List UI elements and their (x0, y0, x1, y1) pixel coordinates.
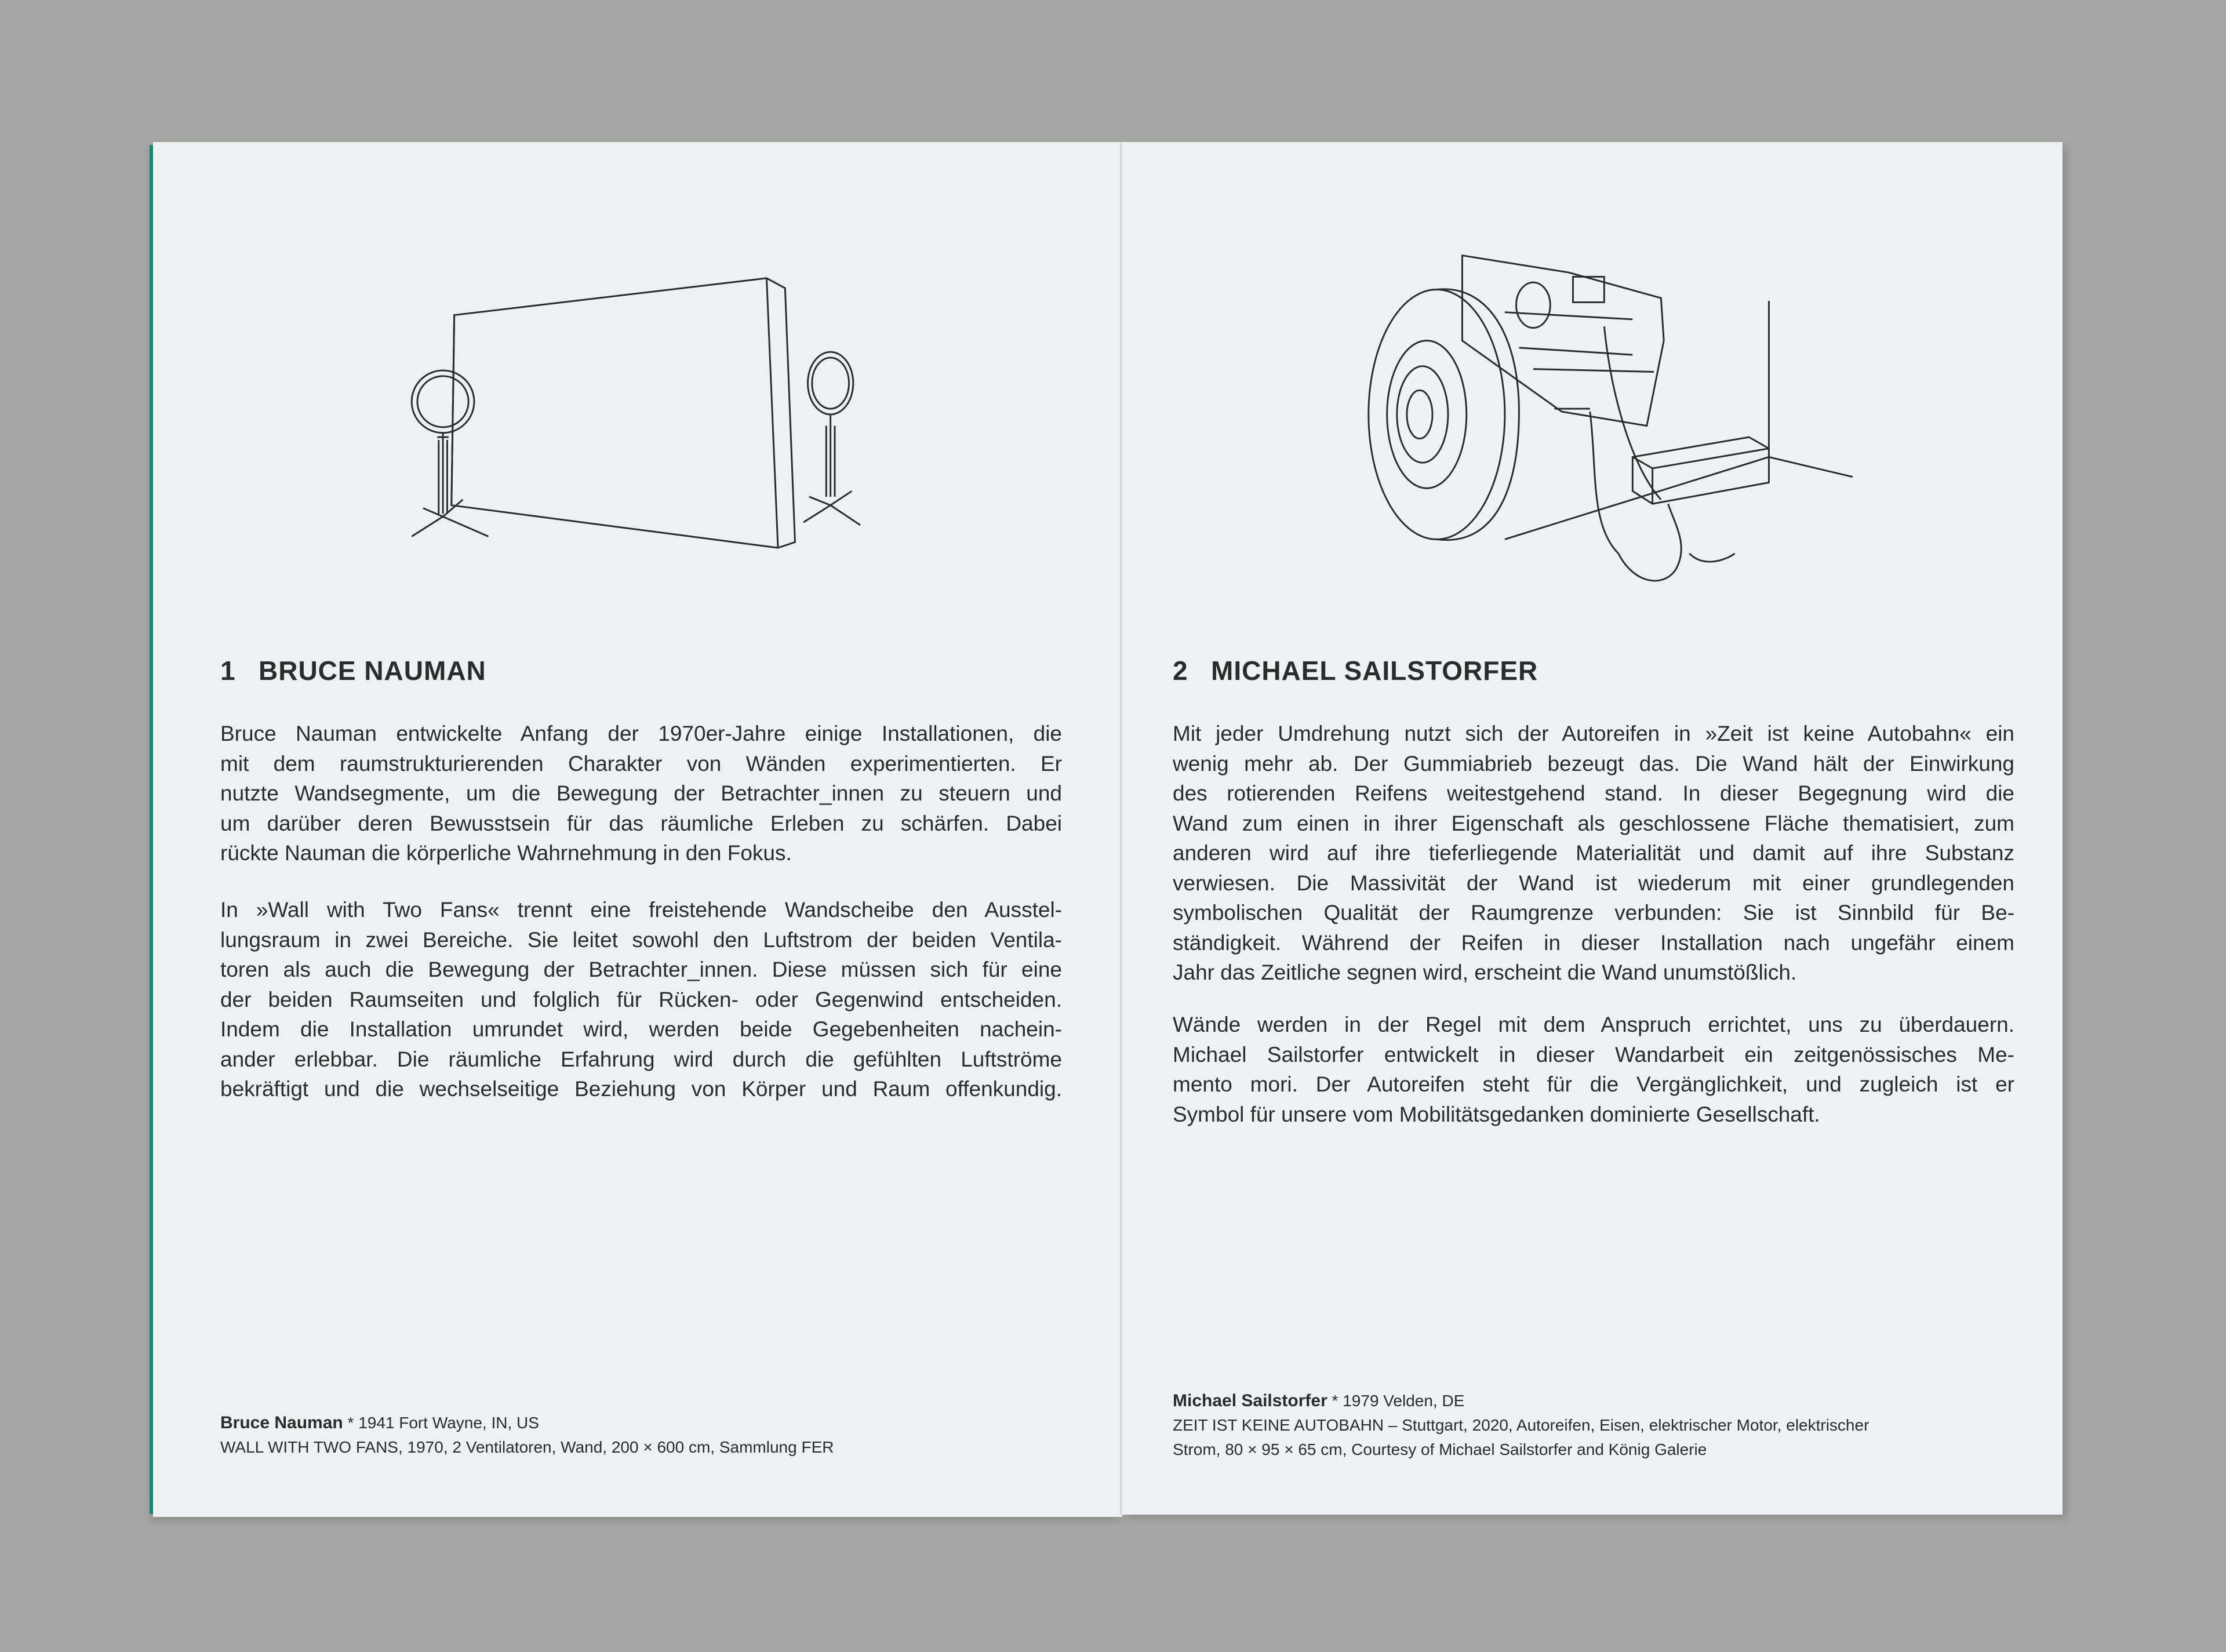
text-line: des rotierenden Reifens weitestgehend stand. In dieser Begegnung wird die (1173, 781, 2014, 805)
caption-bio: * 1979 Velden, DE (1327, 1392, 1465, 1410)
text-line: bekräftigt und die wechselseitige Beziehung von Körper und Raum offenkundig. (220, 1077, 1062, 1101)
text-line: anderen wird auf ihre tieferliegende Materialität und damit auf ihre Substanz (1173, 841, 2014, 865)
right-paragraph-2 (1173, 1010, 2014, 1129)
wall-with-two-fans-illustration (412, 278, 860, 548)
text-line: symbolischen Qualität der Raumgrenze verbunden: Sie ist Sinnbild für Be- (1173, 901, 2014, 925)
text-line: Wand zum einen in ihrer Eigenschaft als geschlossene Fläche thematisiert, zum (1173, 811, 2014, 835)
section-title: MICHAEL SAILSTORFER (1211, 656, 1538, 686)
tire-installation-illustration (1369, 256, 1853, 581)
section-heading-michael-sailstorfer (1173, 655, 1538, 686)
section-number: 1 (220, 656, 236, 686)
text-line: rückte Nauman die körperliche Wahrnehmung in den Fokus. (220, 841, 792, 865)
caption-line: WALL WITH TWO FANS, 1970, 2 Ventilatoren, Wand, 200 × 600 cm, Sammlung FER (220, 1438, 834, 1456)
caption-line: Strom, 80 × 95 × 65 cm, Courtesy of Michael Sailstorfer and König Galerie (1173, 1440, 1707, 1458)
text-line: wenig mehr ab. Der Gummiabrieb bezeugt das. Die Wand hält der Einwirkung (1173, 751, 2014, 776)
caption-artist: Michael Sailstorfer (1173, 1391, 1327, 1410)
section-heading-bruce-nauman (220, 655, 486, 686)
text-line: mit dem raumstrukturierenden Charakter von Wänden experimentierten. Er (220, 751, 1062, 776)
caption-artist: Bruce Nauman (220, 1413, 343, 1432)
text-line: Wände werden in der Regel mit dem Anspruch errichtet, uns zu überdauern. (1173, 1013, 2014, 1036)
text-line: der beiden Raumseiten und folglich für Rücken- oder Gegenwind entscheiden. (220, 987, 1062, 1011)
text-line: verwiesen. Die Massivität der Wand ist wiederum mit einer grundlegenden (1173, 871, 2014, 895)
caption-bio: * 1941 Fort Wayne, IN, US (343, 1414, 539, 1432)
text-line: mento mori. Der Autoreifen steht für die Vergänglichkeit, und zugleich ist er (1173, 1072, 2014, 1096)
text-line: Michael Sailstorfer entwickelt in dieser Wandarbeit ein zeitgenössisches Me- (1173, 1042, 2014, 1067)
right-paragraph-1 (1173, 719, 2014, 988)
text-line: Indem die Installation umrundet wird, werden beide Gegebenheiten nachein- (220, 1017, 1062, 1041)
text-line: Jahr das Zeitliche segnen wird, erscheint die Wand unumstößlich. (1173, 960, 1797, 984)
section-number: 2 (1173, 656, 1188, 686)
text-line: um darüber deren Bewusstsein für das räumliche Erleben zu schärfen. Dabei (220, 811, 1062, 835)
text-line: Bruce Nauman entwickelte Anfang der 1970er-Jahre einige Installationen, die (220, 722, 1062, 745)
left-caption (220, 1411, 834, 1460)
text-line: ander erlebbar. Die räumliche Erfahrung wird durch die gefühlten Luftströme (220, 1047, 1062, 1071)
text-line: lungsraum in zwei Bereiche. Sie leitet sowohl den Luftstrom der beiden Ventila- (220, 927, 1062, 952)
caption-line: ZEIT IST KEINE AUTOBAHN – Stuttgart, 2020, Autoreifen, Eisen, elektrischer Motor, elektrischer (1173, 1416, 1869, 1434)
text-line: toren als auch die Bewegung der Betrachter_innen. Diese müssen sich für eine (220, 958, 1062, 981)
text-line: Mit jeder Umdrehung nutzt sich der Autoreifen in »Zeit ist keine Autobahn« ein (1173, 722, 2014, 745)
right-caption (1173, 1389, 1869, 1462)
text-line: ständigkeit. Während der Reifen in dieser Installation nach ungefähr einem (1173, 930, 2014, 955)
section-title: BRUCE NAUMAN (259, 656, 486, 686)
text-line: In »Wall with Two Fans« trennt eine freistehende Wandscheibe den Ausstel- (220, 898, 1062, 922)
text-line: Symbol für unsere vom Mobilitätsgedanken dominierte Gesellschaft. (1173, 1102, 1820, 1126)
text-line: nutzte Wandsegmente, um die Bewegung der Betrachter_innen zu steuern und (220, 781, 1062, 805)
left-paragraph-2 (220, 895, 1062, 1104)
left-paragraph-1 (220, 719, 1062, 868)
